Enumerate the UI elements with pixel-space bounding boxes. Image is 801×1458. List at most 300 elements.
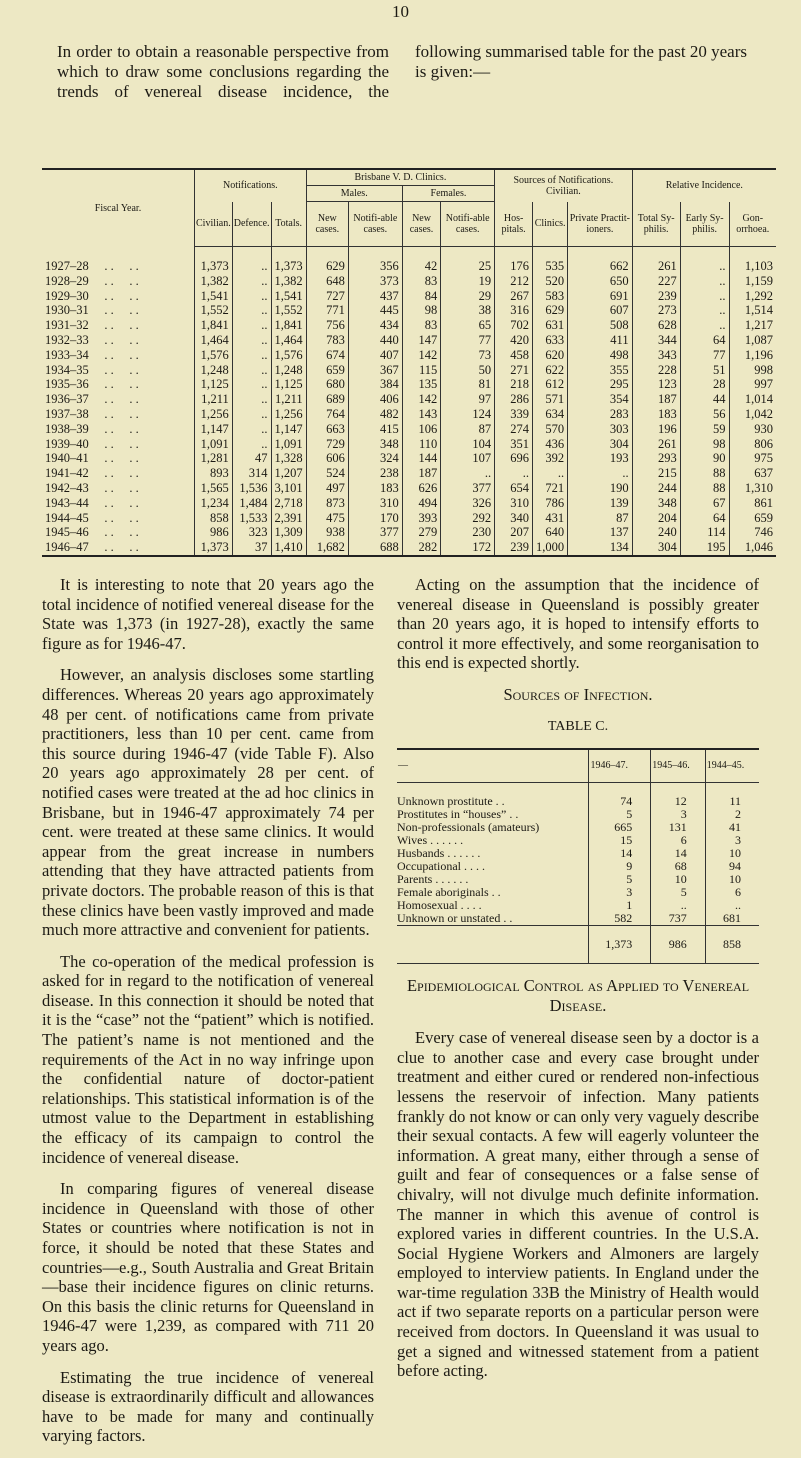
table-cell: 783: [306, 333, 348, 348]
table-cell: 3: [589, 886, 651, 899]
table-cell: 1,552: [271, 303, 306, 318]
total-cell: 986: [651, 926, 705, 964]
table-cell: 195: [680, 540, 729, 556]
table-cell: 691: [568, 289, 632, 304]
table-cell: 662: [568, 247, 632, 274]
epidemiological-heading: Epidemiological Control as Applied to Venereal Disease.: [406, 976, 750, 1016]
table-row: [42, 496, 776, 511]
paragraph: It is interesting to note that 20 years ago the total incidence of notified venereal disease for the State was 1,373 (in 1927-28), exactly the same figure as for 1946-47.: [42, 575, 374, 653]
table-cell: 240: [632, 525, 680, 540]
fiscal-year-cell: 1936–37 . . . .: [45, 392, 139, 407]
fiscal-year-cell: 1934–35 . . . .: [45, 362, 139, 377]
table-cell: 68: [651, 860, 705, 873]
fiscal-year-cell: 1939–40 . . . .: [45, 436, 139, 451]
table-cell: 436: [533, 437, 568, 452]
table-cell: 37: [232, 540, 271, 556]
fiscal-year-cell: 1943–44 . . . .: [45, 495, 139, 510]
table-row: [42, 466, 776, 481]
table-cell: 261: [632, 247, 680, 274]
table-cell: 98: [402, 303, 440, 318]
table-cell: 1,310: [729, 481, 776, 496]
table-row: [42, 407, 776, 422]
table-cell: 606: [306, 451, 348, 466]
header-col: Total Sy-philis.: [632, 202, 680, 247]
table-cell: 115: [402, 363, 440, 378]
table-row: [42, 274, 776, 289]
table-cell: 688: [348, 540, 402, 556]
table-cell: 351: [495, 437, 533, 452]
table-cell: 88: [680, 481, 729, 496]
table-cell: 1,373: [195, 247, 233, 274]
paragraph: Every case of venereal disease seen by a doctor is a clue to another case and every case brought under treatment and either cured or rendered non-infectious lessens the reservoir of infection. Many patients frankly do not know or can only very vaguely describe their sexual contacts. A few will eagerly volunteer the information. A great many, either through a sense of guilt and fear of consequences or a false sense of chivalry, will not divulge much definite information. The manner in which this avenue of control is explored varies in different countries. In the U.S.A. Social Hygiene Workers and Almoners are largely employed to interview patients. In England under the war-time regulation 33B the Ministry of Health would act if two separate reports on a particular person were received from doctors. In Queensland it was usual to get a signed and witnessed statement from a patient before acting.: [397, 1028, 759, 1381]
table-cell: 631: [533, 318, 568, 333]
table-cell: 295: [568, 377, 632, 392]
table-cell: 279: [402, 525, 440, 540]
table-cell: 239: [495, 540, 533, 556]
table-cell: 1,256: [271, 407, 306, 422]
table-row: [42, 422, 776, 437]
table-cell: 5: [589, 808, 651, 821]
fiscal-year-cell: 1938–39 . . . .: [45, 421, 139, 436]
table-cell: 873: [306, 496, 348, 511]
table-cell: 97: [441, 392, 495, 407]
table-cell: 25: [441, 247, 495, 274]
table-cell: 997: [729, 377, 776, 392]
fiscal-year-cell: 1927–28 . . . .: [45, 258, 139, 273]
table-cell: 339: [495, 407, 533, 422]
table-cell: 190: [568, 481, 632, 496]
table-cell: 1,464: [271, 333, 306, 348]
paragraph: Acting on the assumption that the incidence of venereal disease in Queensland is possibly greater than 20 years ago, it is hoped to intensify efforts to control it more effectively, and some reorganisation to this end is expected shortly.: [397, 575, 759, 673]
table-cell: 114: [680, 525, 729, 540]
table-cell: 1,382: [271, 274, 306, 289]
table-cell: 986: [195, 525, 233, 540]
fiscal-year-cell: 1942–43 . . . .: [45, 480, 139, 495]
table-cell: 1,234: [195, 496, 233, 511]
table-cell: 3,101: [271, 481, 306, 496]
table-cell: 702: [495, 318, 533, 333]
totals-row: [397, 926, 759, 964]
header-relative-incidence: Relative Incidence.: [632, 169, 776, 202]
table-cell: 1,536: [232, 481, 271, 496]
table-cell: ..: [680, 303, 729, 318]
table-cell: 1,211: [195, 392, 233, 407]
table-cell: ..: [232, 303, 271, 318]
source-label: Parents . . . . . .: [397, 872, 469, 887]
table-cell: 59: [680, 422, 729, 437]
table-cell: 680: [306, 377, 348, 392]
source-label: Occupational . . . .: [397, 859, 485, 874]
table-cell: ..: [232, 289, 271, 304]
table-cell: 183: [348, 481, 402, 496]
table-cell: 786: [533, 496, 568, 511]
table-cell: 87: [441, 422, 495, 437]
table-cell: 50: [441, 363, 495, 378]
table-cell: 858: [195, 511, 233, 526]
table-cell: 3: [705, 834, 759, 847]
table-cell: 354: [568, 392, 632, 407]
table-cell: 110: [402, 437, 440, 452]
source-label: Non-professionals (amateurs): [397, 820, 540, 835]
table-cell: 938: [306, 525, 348, 540]
header-col: Gon-orrhoea.: [729, 202, 776, 247]
table-cell: 47: [232, 451, 271, 466]
table-cell: 1,533: [232, 511, 271, 526]
right-column: [397, 575, 759, 1393]
table-cell: 1,211: [271, 392, 306, 407]
table-row: [42, 318, 776, 333]
table-cell: 176: [495, 247, 533, 274]
table-cell: 355: [568, 363, 632, 378]
sources-heading: Sources of Infection.: [503, 684, 653, 704]
table-cell: 137: [568, 525, 632, 540]
table-c: [397, 748, 759, 964]
table-cell: 659: [306, 363, 348, 378]
table-cell: 143: [402, 407, 440, 422]
table-cell: 524: [306, 466, 348, 481]
table-cell: 14: [589, 847, 651, 860]
total-cell: 858: [705, 926, 759, 964]
table-cell: 620: [533, 348, 568, 363]
table-cell: 1,281: [195, 451, 233, 466]
table-cell: ..: [232, 247, 271, 274]
table-cell: 2,718: [271, 496, 306, 511]
table-cell: 83: [402, 274, 440, 289]
table-row: [397, 783, 759, 809]
table-cell: 497: [306, 481, 348, 496]
table-cell: 81: [441, 377, 495, 392]
table-cell: ..: [232, 392, 271, 407]
table-cell: 445: [348, 303, 402, 318]
table-cell: 721: [533, 481, 568, 496]
table-cell: 323: [232, 525, 271, 540]
table-cell: 310: [348, 496, 402, 511]
table-cell: 640: [533, 525, 568, 540]
table-cell: 293: [632, 451, 680, 466]
header-brisbane-clinics: Brisbane V. D. Clinics.: [306, 169, 494, 186]
table-row: [42, 525, 776, 540]
header-sources: Sources of Notifications. Civilian.: [495, 169, 632, 202]
header-col: Hos-pitals.: [495, 202, 533, 247]
table-cell: 348: [348, 437, 402, 452]
table-cell: 3: [651, 808, 705, 821]
table-cell: 65: [441, 318, 495, 333]
table-cell: 135: [402, 377, 440, 392]
source-label: Husbands . . . . . .: [397, 846, 481, 861]
table-cell: 348: [632, 496, 680, 511]
table-cell: ..: [680, 247, 729, 274]
table-cell: 244: [632, 481, 680, 496]
table-cell: 1,328: [271, 451, 306, 466]
table-cell: ..: [441, 466, 495, 481]
table-cell: 696: [495, 451, 533, 466]
table-cell: ..: [568, 466, 632, 481]
table-row: [42, 392, 776, 407]
table-cell: 196: [632, 422, 680, 437]
table-cell: 1,309: [271, 525, 306, 540]
table-cell: ..: [533, 466, 568, 481]
header-col: New cases.: [306, 202, 348, 247]
fiscal-year-cell: 1944–45 . . . .: [45, 510, 139, 525]
header-col: Early Sy-philis.: [680, 202, 729, 247]
table-cell: 729: [306, 437, 348, 452]
table-cell: 228: [632, 363, 680, 378]
table-cell: 1,159: [729, 274, 776, 289]
fiscal-year-cell: 1937–38 . . . .: [45, 406, 139, 421]
table-cell: 94: [705, 860, 759, 873]
table-cell: 1,091: [271, 437, 306, 452]
header-col: 1944–45.: [705, 749, 759, 783]
source-label: Unknown or unstated . .: [397, 911, 513, 926]
paragraph: Estimating the true incidence of venereal disease is extraordinarily difficult and allowances have to be made for many and continually varying factors.: [42, 1367, 374, 1446]
table-cell: 42: [402, 247, 440, 274]
source-label: Unknown prostitute . .: [397, 794, 505, 809]
table-cell: 73: [441, 348, 495, 363]
table-cell: 10: [651, 873, 705, 886]
header-col: Notifi-able cases.: [441, 202, 495, 247]
table-cell: 183: [632, 407, 680, 422]
header-corner: —: [397, 749, 589, 783]
table-cell: 11: [705, 783, 759, 809]
table-cell: ..: [232, 407, 271, 422]
table-row: [42, 303, 776, 318]
table-cell: 764: [306, 407, 348, 422]
table-cell: 1,196: [729, 348, 776, 363]
table-cell: 1,248: [195, 363, 233, 378]
table-cell: 14: [651, 847, 705, 860]
header-col: New cases.: [402, 202, 440, 247]
table-cell: 861: [729, 496, 776, 511]
table-cell: 626: [402, 481, 440, 496]
table-cell: 44: [680, 392, 729, 407]
table-cell: 633: [533, 333, 568, 348]
table-cell: 1,576: [195, 348, 233, 363]
table-cell: 267: [495, 289, 533, 304]
table-cell: 571: [533, 392, 568, 407]
table-cell: 737: [651, 912, 705, 926]
table-cell: 239: [632, 289, 680, 304]
table-cell: 637: [729, 466, 776, 481]
table-cell: 458: [495, 348, 533, 363]
table-cell: 411: [568, 333, 632, 348]
table-cell: 261: [632, 437, 680, 452]
table-cell: 144: [402, 451, 440, 466]
table-cell: 67: [680, 496, 729, 511]
table-cell: 5: [589, 873, 651, 886]
table-row: [42, 348, 776, 363]
table-cell: 1,841: [195, 318, 233, 333]
header-col: Totals.: [271, 202, 306, 247]
table-cell: 283: [568, 407, 632, 422]
table-row: [42, 437, 776, 452]
header-notifications: Notifications.: [195, 169, 307, 202]
table-row: [42, 511, 776, 526]
table-cell: 1,042: [729, 407, 776, 422]
table-cell: 74: [589, 783, 651, 809]
table-cell: 83: [402, 318, 440, 333]
table-cell: 106: [402, 422, 440, 437]
source-label: Homosexual . . . .: [397, 898, 482, 913]
table-cell: 437: [348, 289, 402, 304]
table-cell: ..: [651, 899, 705, 912]
table-cell: 665: [589, 821, 651, 834]
blank-cell: [397, 926, 589, 964]
table-cell: 84: [402, 289, 440, 304]
table-row: [42, 289, 776, 304]
fiscal-year-cell: 1933–34 . . . .: [45, 347, 139, 362]
table-cell: 1,147: [195, 422, 233, 437]
table-cell: 303: [568, 422, 632, 437]
table-cell: 650: [568, 274, 632, 289]
table-cell: 2: [705, 808, 759, 821]
table-cell: 227: [632, 274, 680, 289]
table-cell: 1,125: [195, 377, 233, 392]
table-cell: 629: [306, 247, 348, 274]
table-cell: 1,484: [232, 496, 271, 511]
table-cell: 274: [495, 422, 533, 437]
table-cell: 498: [568, 348, 632, 363]
table-cell: 193: [568, 451, 632, 466]
header-col: 1945–46.: [651, 749, 705, 783]
table-cell: 570: [533, 422, 568, 437]
table-cell: 654: [495, 481, 533, 496]
table-cell: 15: [589, 834, 651, 847]
table-cell: 6: [705, 886, 759, 899]
table-cell: 304: [632, 540, 680, 556]
table-cell: 674: [306, 348, 348, 363]
table-cell: ..: [680, 274, 729, 289]
table-cell: 98: [680, 437, 729, 452]
table-cell: 286: [495, 392, 533, 407]
table-cell: 1,207: [271, 466, 306, 481]
table-cell: 310: [495, 496, 533, 511]
table-cell: 238: [348, 466, 402, 481]
table-cell: 535: [533, 247, 568, 274]
table-cell: 1,841: [271, 318, 306, 333]
table-cell: 187: [402, 466, 440, 481]
table-cell: 142: [402, 348, 440, 363]
fiscal-year-cell: 1931–32 . . . .: [45, 318, 139, 333]
table-cell: 104: [441, 437, 495, 452]
paragraph: However, an analysis discloses some startling differences. Whereas 20 years ago approximately 48 per cent. of notifications came from private practitioners, less than 10 per cent. came from this source during 1946-47 (vide Table F). Also 20 years ago approximately 28 per cent. of notified cases were treated at the ad hoc clinics in Brisbane, but in 1946-47 approximately 74 per cent. were treated at these same clinics. It would appear from the great increase in numbers attending that they have attracted patients from private doctors. The probable reason of this is that these clinics have been vastly improved and made much more attractive and convenient for patients.: [42, 665, 374, 940]
table-cell: 583: [533, 289, 568, 304]
table-cell: 230: [441, 525, 495, 540]
fiscal-year-cell: 1945–46 . . . .: [45, 525, 139, 540]
table-row: [42, 333, 776, 348]
table-cell: 975: [729, 451, 776, 466]
fiscal-year-cell: 1935–36 . . . .: [45, 377, 139, 392]
table-cell: 340: [495, 511, 533, 526]
table-cell: 634: [533, 407, 568, 422]
table-cell: ..: [232, 422, 271, 437]
table-cell: 51: [680, 363, 729, 378]
table-cell: 207: [495, 525, 533, 540]
source-label: Prostitutes in “houses” . .: [397, 807, 519, 822]
table-cell: 1,217: [729, 318, 776, 333]
table-cell: 64: [680, 333, 729, 348]
table-row: [397, 912, 759, 926]
table-cell: 508: [568, 318, 632, 333]
table-cell: 1,464: [195, 333, 233, 348]
table-cell: 2,391: [271, 511, 306, 526]
fiscal-year-cell: 1928–29 . . . .: [45, 273, 139, 288]
table-cell: 218: [495, 377, 533, 392]
table-cell: 273: [632, 303, 680, 318]
table-cell: 1: [589, 899, 651, 912]
table-cell: 5: [651, 886, 705, 899]
table-cell: 415: [348, 422, 402, 437]
table-cell: 38: [441, 303, 495, 318]
table-cell: ..: [232, 274, 271, 289]
table-cell: 326: [441, 496, 495, 511]
table-cell: 10: [705, 873, 759, 886]
table-cell: 292: [441, 511, 495, 526]
table-cell: 1,514: [729, 303, 776, 318]
table-cell: 406: [348, 392, 402, 407]
table-cell: 1,382: [195, 274, 233, 289]
table-cell: 806: [729, 437, 776, 452]
fiscal-year-cell: 1930–31 . . . .: [45, 303, 139, 318]
table-cell: ..: [705, 899, 759, 912]
source-label: Wives . . . . . .: [397, 833, 464, 848]
table-cell: ..: [232, 333, 271, 348]
table-cell: 304: [568, 437, 632, 452]
table-row: [42, 377, 776, 392]
table-cell: 377: [441, 481, 495, 496]
table-cell: 1,541: [195, 289, 233, 304]
table-cell: 520: [533, 274, 568, 289]
table-c-heading: TABLE C.: [547, 718, 609, 734]
table-cell: 282: [402, 540, 440, 556]
table-cell: 689: [306, 392, 348, 407]
table-cell: ..: [232, 363, 271, 378]
table-cell: 367: [348, 363, 402, 378]
table-cell: 998: [729, 363, 776, 378]
table-cell: 377: [348, 525, 402, 540]
table-cell: 212: [495, 274, 533, 289]
table-cell: 612: [533, 377, 568, 392]
table-cell: 12: [651, 783, 705, 809]
table-cell: 29: [441, 289, 495, 304]
table-cell: 746: [729, 525, 776, 540]
table-cell: 622: [533, 363, 568, 378]
summary-table: [42, 168, 776, 557]
table-cell: 77: [680, 348, 729, 363]
table-cell: 107: [441, 451, 495, 466]
page-number: 10: [392, 2, 409, 21]
table-cell: 407: [348, 348, 402, 363]
table-cell: 629: [533, 303, 568, 318]
source-label: Female aboriginals . .: [397, 885, 501, 900]
table-cell: ..: [495, 466, 533, 481]
table-cell: 1,248: [271, 363, 306, 378]
table-cell: 314: [232, 466, 271, 481]
table-cell: 56: [680, 407, 729, 422]
table-cell: 607: [568, 303, 632, 318]
left-column: [42, 575, 374, 1458]
table-cell: 6: [651, 834, 705, 847]
table-cell: 1,682: [306, 540, 348, 556]
table-cell: 582: [589, 912, 651, 926]
table-cell: 628: [632, 318, 680, 333]
header-col: Civilian.: [195, 202, 233, 247]
table-cell: 1,125: [271, 377, 306, 392]
paragraph: In comparing figures of venereal disease incidence in Queensland with those of other States or countries where notification is not in force, it should be noted that these States and countries—e.g., South Australia and Great Britain—base their incidence figures on clinic returns. On this basis the clinic returns for Queensland in 1946-47 were 1,239, as compared with 711 20 years ago.: [42, 1179, 374, 1355]
table-cell: 316: [495, 303, 533, 318]
paragraph: The co-operation of the medical profession is asked for in regard to the notification of venereal disease. In this connection it should be noted that it is the “case” not the “patient” which is notified. The patient’s name is not mentioned and the requirements of the Act in no way infringe upon the confidential nature of doctor-patient relationships. This statistical information is of the utmost value to the Department in establishing the efficacy of its campaign to control the incidence of venereal disease.: [42, 951, 374, 1167]
table-cell: 204: [632, 511, 680, 526]
table-cell: 1,576: [271, 348, 306, 363]
